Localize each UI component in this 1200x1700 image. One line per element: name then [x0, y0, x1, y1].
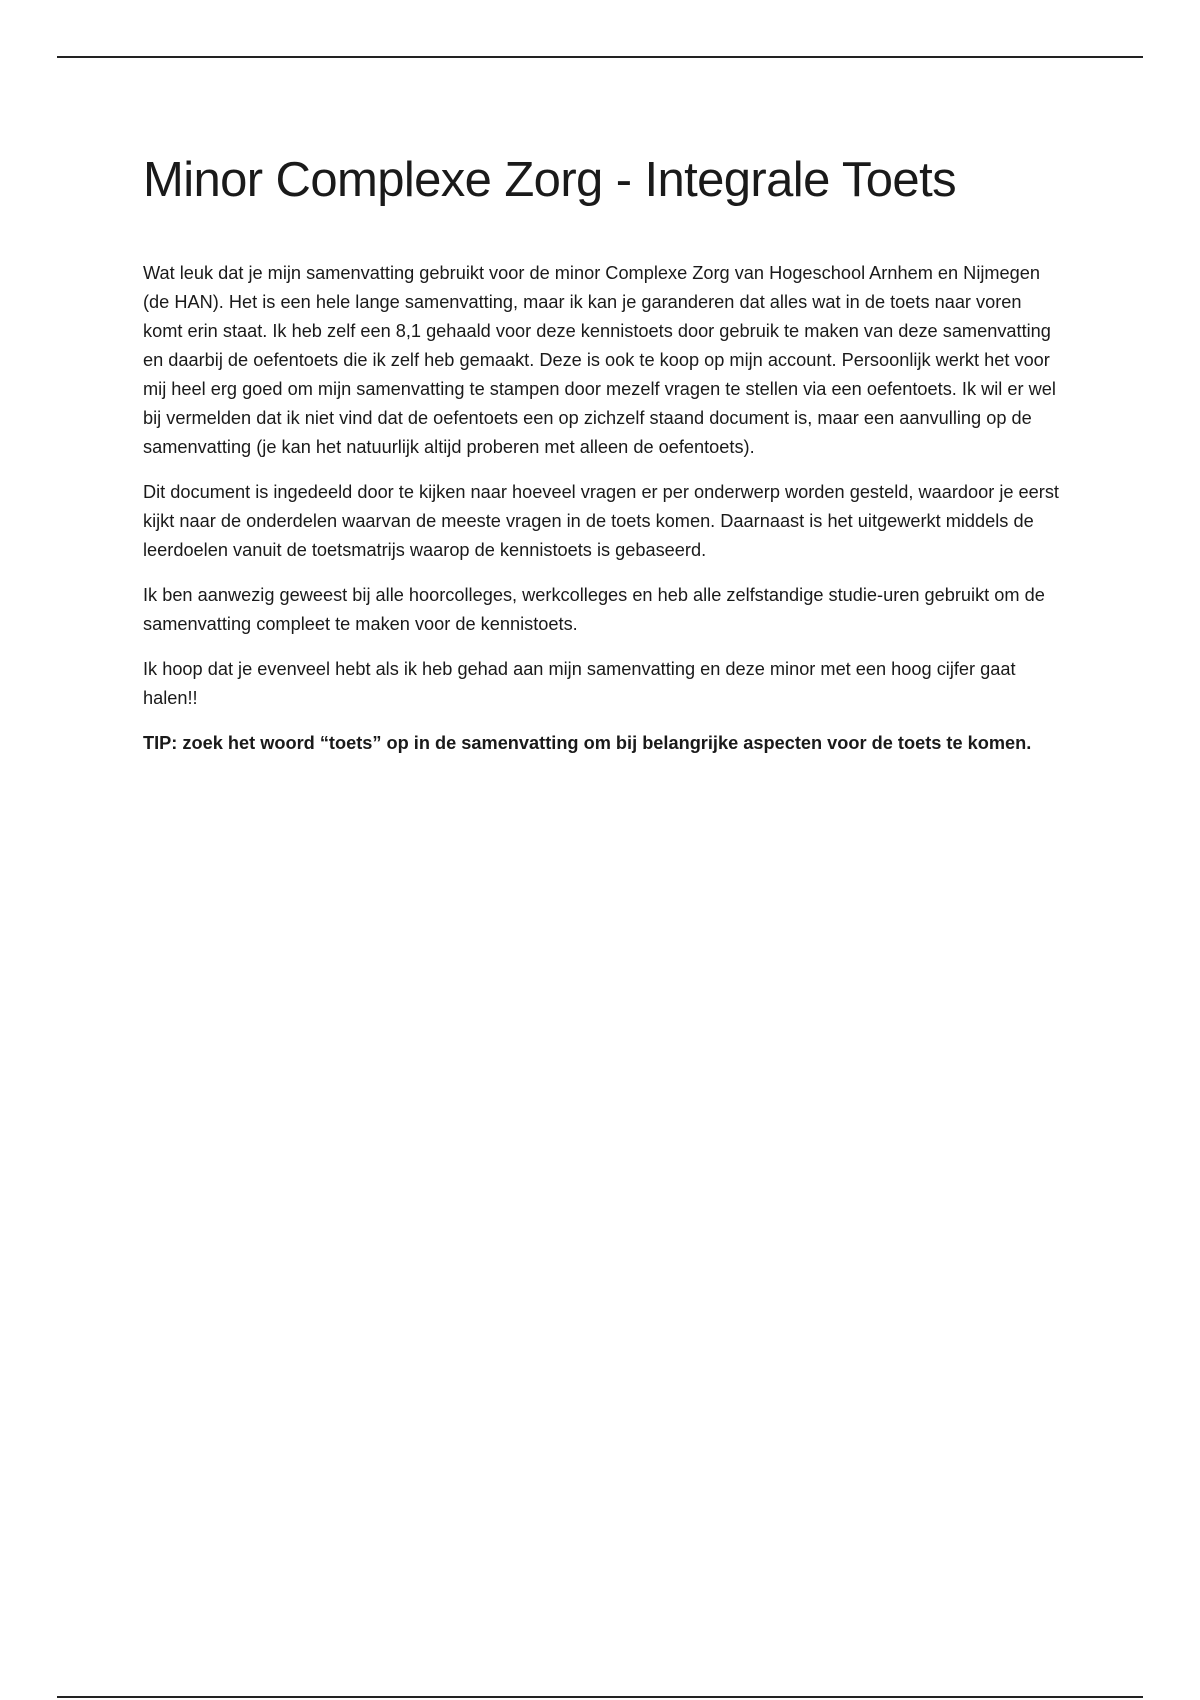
attendance-paragraph: Ik ben aanwezig geweest bij alle hoorcolleges, werkcolleges en heb alle zelfstandige studie-uren gebruikt om de samenvatting compleet te maken voor de kennistoets.: [143, 585, 1045, 634]
structure-paragraph: Dit document is ingedeeld door te kijken naar hoeveel vragen er per onderwerp worden gesteld, waardoor je eerst kijkt naar de onderdelen waarvan de meeste vragen in de toets komen. Daarnaast is het uitgewerkt middels de leerdoelen vanuit de toetsmatrijs waarop de kennistoets is gebaseerd.: [143, 482, 1059, 560]
footer-rule: [57, 1696, 1143, 1698]
closing-paragraph: Ik hoop dat je evenveel hebt als ik heb gehad aan mijn samenvatting en deze minor met een hoog cijfer gaat halen!!: [143, 659, 1016, 708]
document-title: Minor Complexe Zorg - Integrale Toets: [143, 153, 956, 207]
intro-paragraph: Wat leuk dat je mijn samenvatting gebruikt voor de minor Complexe Zorg van Hogeschool Arnhem en Nijmegen (de HAN). Het is een hele lange samenvatting, maar ik kan je garanderen dat alles wat in de toets naar voren komt erin staat. Ik heb zelf een 8,1 gehaald voor deze kennistoets door gebruik te maken van deze samenvatting en daarbij de oefentoets die ik zelf heb gemaakt. Deze is ook te koop op mijn account. Persoonlijk werkt het voor mij heel erg goed om mijn samenvatting te stampen door mezelf vragen te stellen via een oefentoets. Ik wil er wel bij vermelden dat ik niet vind dat de oefentoets een op zichzelf staand document is, maar een aanvulling op de samenvatting (je kan het natuurlijk altijd proberen met alleen de oefentoets).: [143, 263, 1056, 457]
header-rule: [57, 56, 1143, 58]
document-body: [143, 145, 1063, 774]
tip-paragraph: TIP: zoek het woord “toets” op in de samenvatting om bij belangrijke aspecten voor de toets te komen.: [143, 733, 1032, 753]
